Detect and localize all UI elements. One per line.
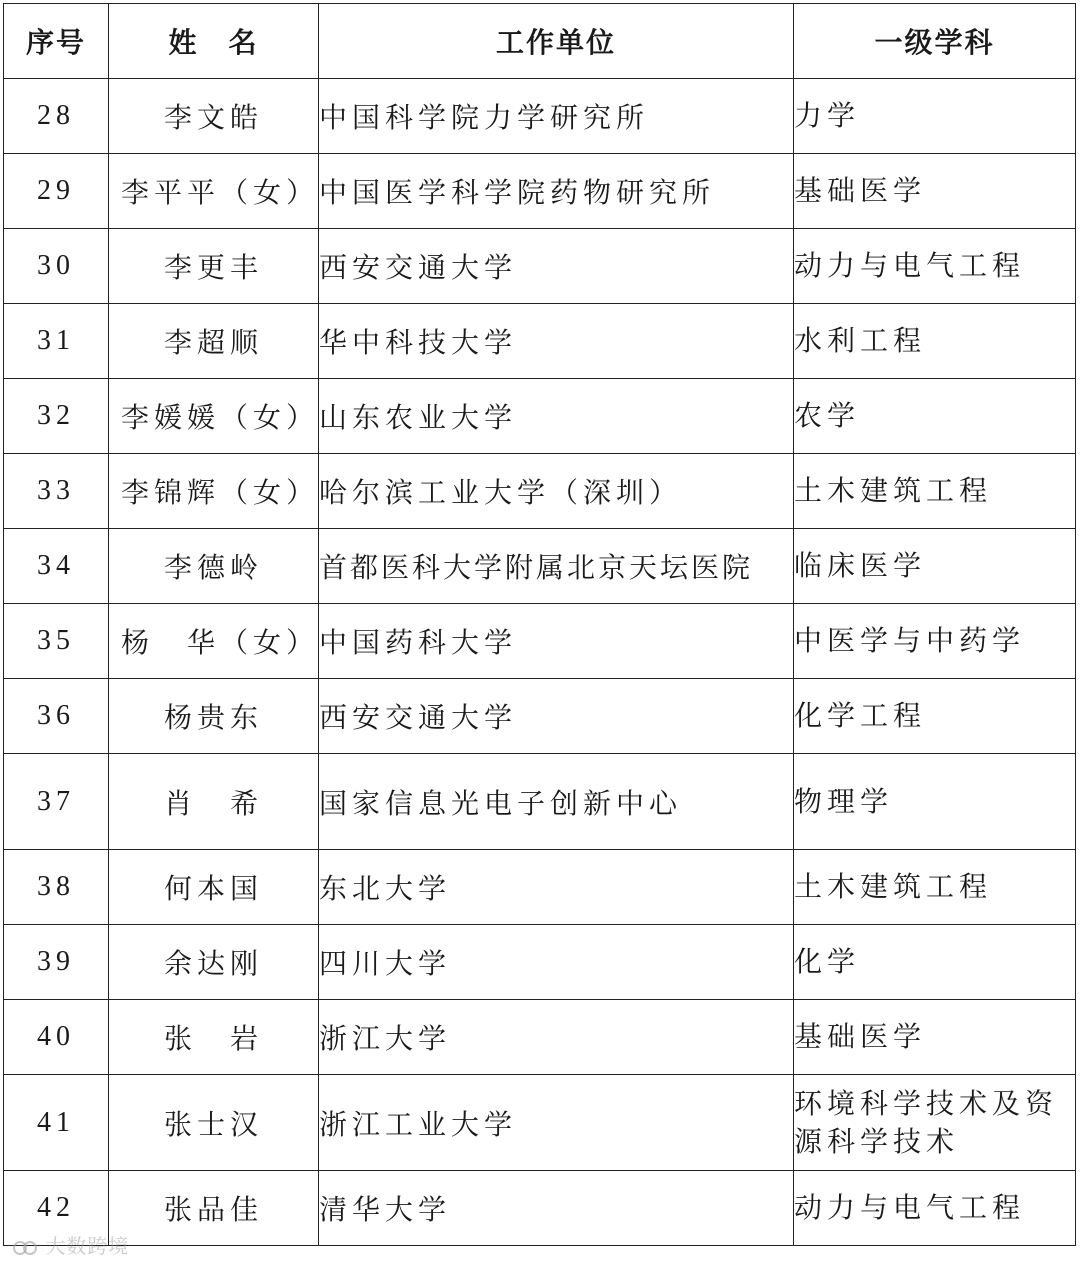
row-name: 李更丰 (109, 229, 319, 304)
table-row (4, 529, 1076, 604)
row-name: 张品佳 (109, 1171, 319, 1246)
row-unit: 浙江工业大学 (319, 1075, 794, 1171)
table-row (4, 79, 1076, 154)
row-number: 36 (4, 679, 109, 754)
row-name: 何本国 (109, 850, 319, 925)
row-name: 肖 希 (109, 754, 319, 850)
row-subject: 中医学与中药学 (794, 604, 1076, 679)
row-number: 35 (4, 604, 109, 679)
table-row (4, 454, 1076, 529)
table-row (4, 304, 1076, 379)
row-name: 张 岩 (109, 1000, 319, 1075)
header-row (4, 4, 1076, 79)
row-number: 41 (4, 1075, 109, 1171)
header-unit: 工作单位 (319, 4, 794, 79)
table-row (4, 379, 1076, 454)
row-subject: 基础医学 (794, 1000, 1076, 1075)
table-row (4, 1075, 1076, 1171)
row-unit: 首都医科大学附属北京天坛医院 (319, 529, 794, 604)
row-subject: 化学 (794, 925, 1076, 1000)
table-row (4, 1171, 1076, 1246)
row-name: 李超顺 (109, 304, 319, 379)
table-row (4, 229, 1076, 304)
table-row (4, 604, 1076, 679)
row-number: 42 (4, 1171, 109, 1246)
row-number: 34 (4, 529, 109, 604)
table-row (4, 754, 1076, 850)
row-number: 39 (4, 925, 109, 1000)
table-row (4, 925, 1076, 1000)
row-unit: 中国药科大学 (319, 604, 794, 679)
row-unit: 中国科学院力学研究所 (319, 79, 794, 154)
row-name: 杨贵东 (109, 679, 319, 754)
row-subject: 基础医学 (794, 154, 1076, 229)
row-subject: 力学 (794, 79, 1076, 154)
row-subject: 动力与电气工程 (794, 229, 1076, 304)
row-name: 李文皓 (109, 79, 319, 154)
row-subject: 土木建筑工程 (794, 454, 1076, 529)
watermark-text: 大数跨境 (45, 1234, 130, 1258)
row-number: 33 (4, 454, 109, 529)
row-subject: 环境科学技术及资源科学技术 (794, 1075, 1076, 1171)
row-number: 31 (4, 304, 109, 379)
roster-table (3, 3, 1076, 1246)
table-row (4, 679, 1076, 754)
header-name: 姓 名 (109, 4, 319, 79)
row-subject: 临床医学 (794, 529, 1076, 604)
row-unit: 西安交通大学 (319, 229, 794, 304)
row-unit: 华中科技大学 (319, 304, 794, 379)
row-number: 30 (4, 229, 109, 304)
row-unit: 哈尔滨工业大学（深圳） (319, 454, 794, 529)
row-unit: 清华大学 (319, 1171, 794, 1246)
row-unit: 东北大学 (319, 850, 794, 925)
row-number: 37 (4, 754, 109, 850)
row-subject: 动力与电气工程 (794, 1171, 1076, 1246)
row-subject: 农学 (794, 379, 1076, 454)
row-unit: 浙江大学 (319, 1000, 794, 1075)
logo-icon (12, 1238, 38, 1258)
row-name: 张士汉 (109, 1075, 319, 1171)
table-row (4, 154, 1076, 229)
row-name: 余达刚 (109, 925, 319, 1000)
header-num: 序号 (4, 4, 109, 79)
row-number: 28 (4, 79, 109, 154)
header-subject: 一级学科 (794, 4, 1076, 79)
row-number: 29 (4, 154, 109, 229)
row-name: 李德岭 (109, 529, 319, 604)
row-name: 杨 华（女） (109, 604, 319, 679)
row-unit: 四川大学 (319, 925, 794, 1000)
row-unit: 国家信息光电子创新中心 (319, 754, 794, 850)
row-number: 32 (4, 379, 109, 454)
row-subject: 土木建筑工程 (794, 850, 1076, 925)
row-name: 李媛媛（女） (109, 379, 319, 454)
row-unit: 西安交通大学 (319, 679, 794, 754)
table-row (4, 1000, 1076, 1075)
row-name: 李锦辉（女） (109, 454, 319, 529)
row-subject: 物理学 (794, 754, 1076, 850)
row-number: 38 (4, 850, 109, 925)
watermark (12, 1230, 129, 1259)
row-number: 40 (4, 1000, 109, 1075)
row-subject: 化学工程 (794, 679, 1076, 754)
row-subject: 水利工程 (794, 304, 1076, 379)
row-unit: 山东农业大学 (319, 379, 794, 454)
table-row (4, 850, 1076, 925)
row-name: 李平平（女） (109, 154, 319, 229)
row-unit: 中国医学科学院药物研究所 (319, 154, 794, 229)
